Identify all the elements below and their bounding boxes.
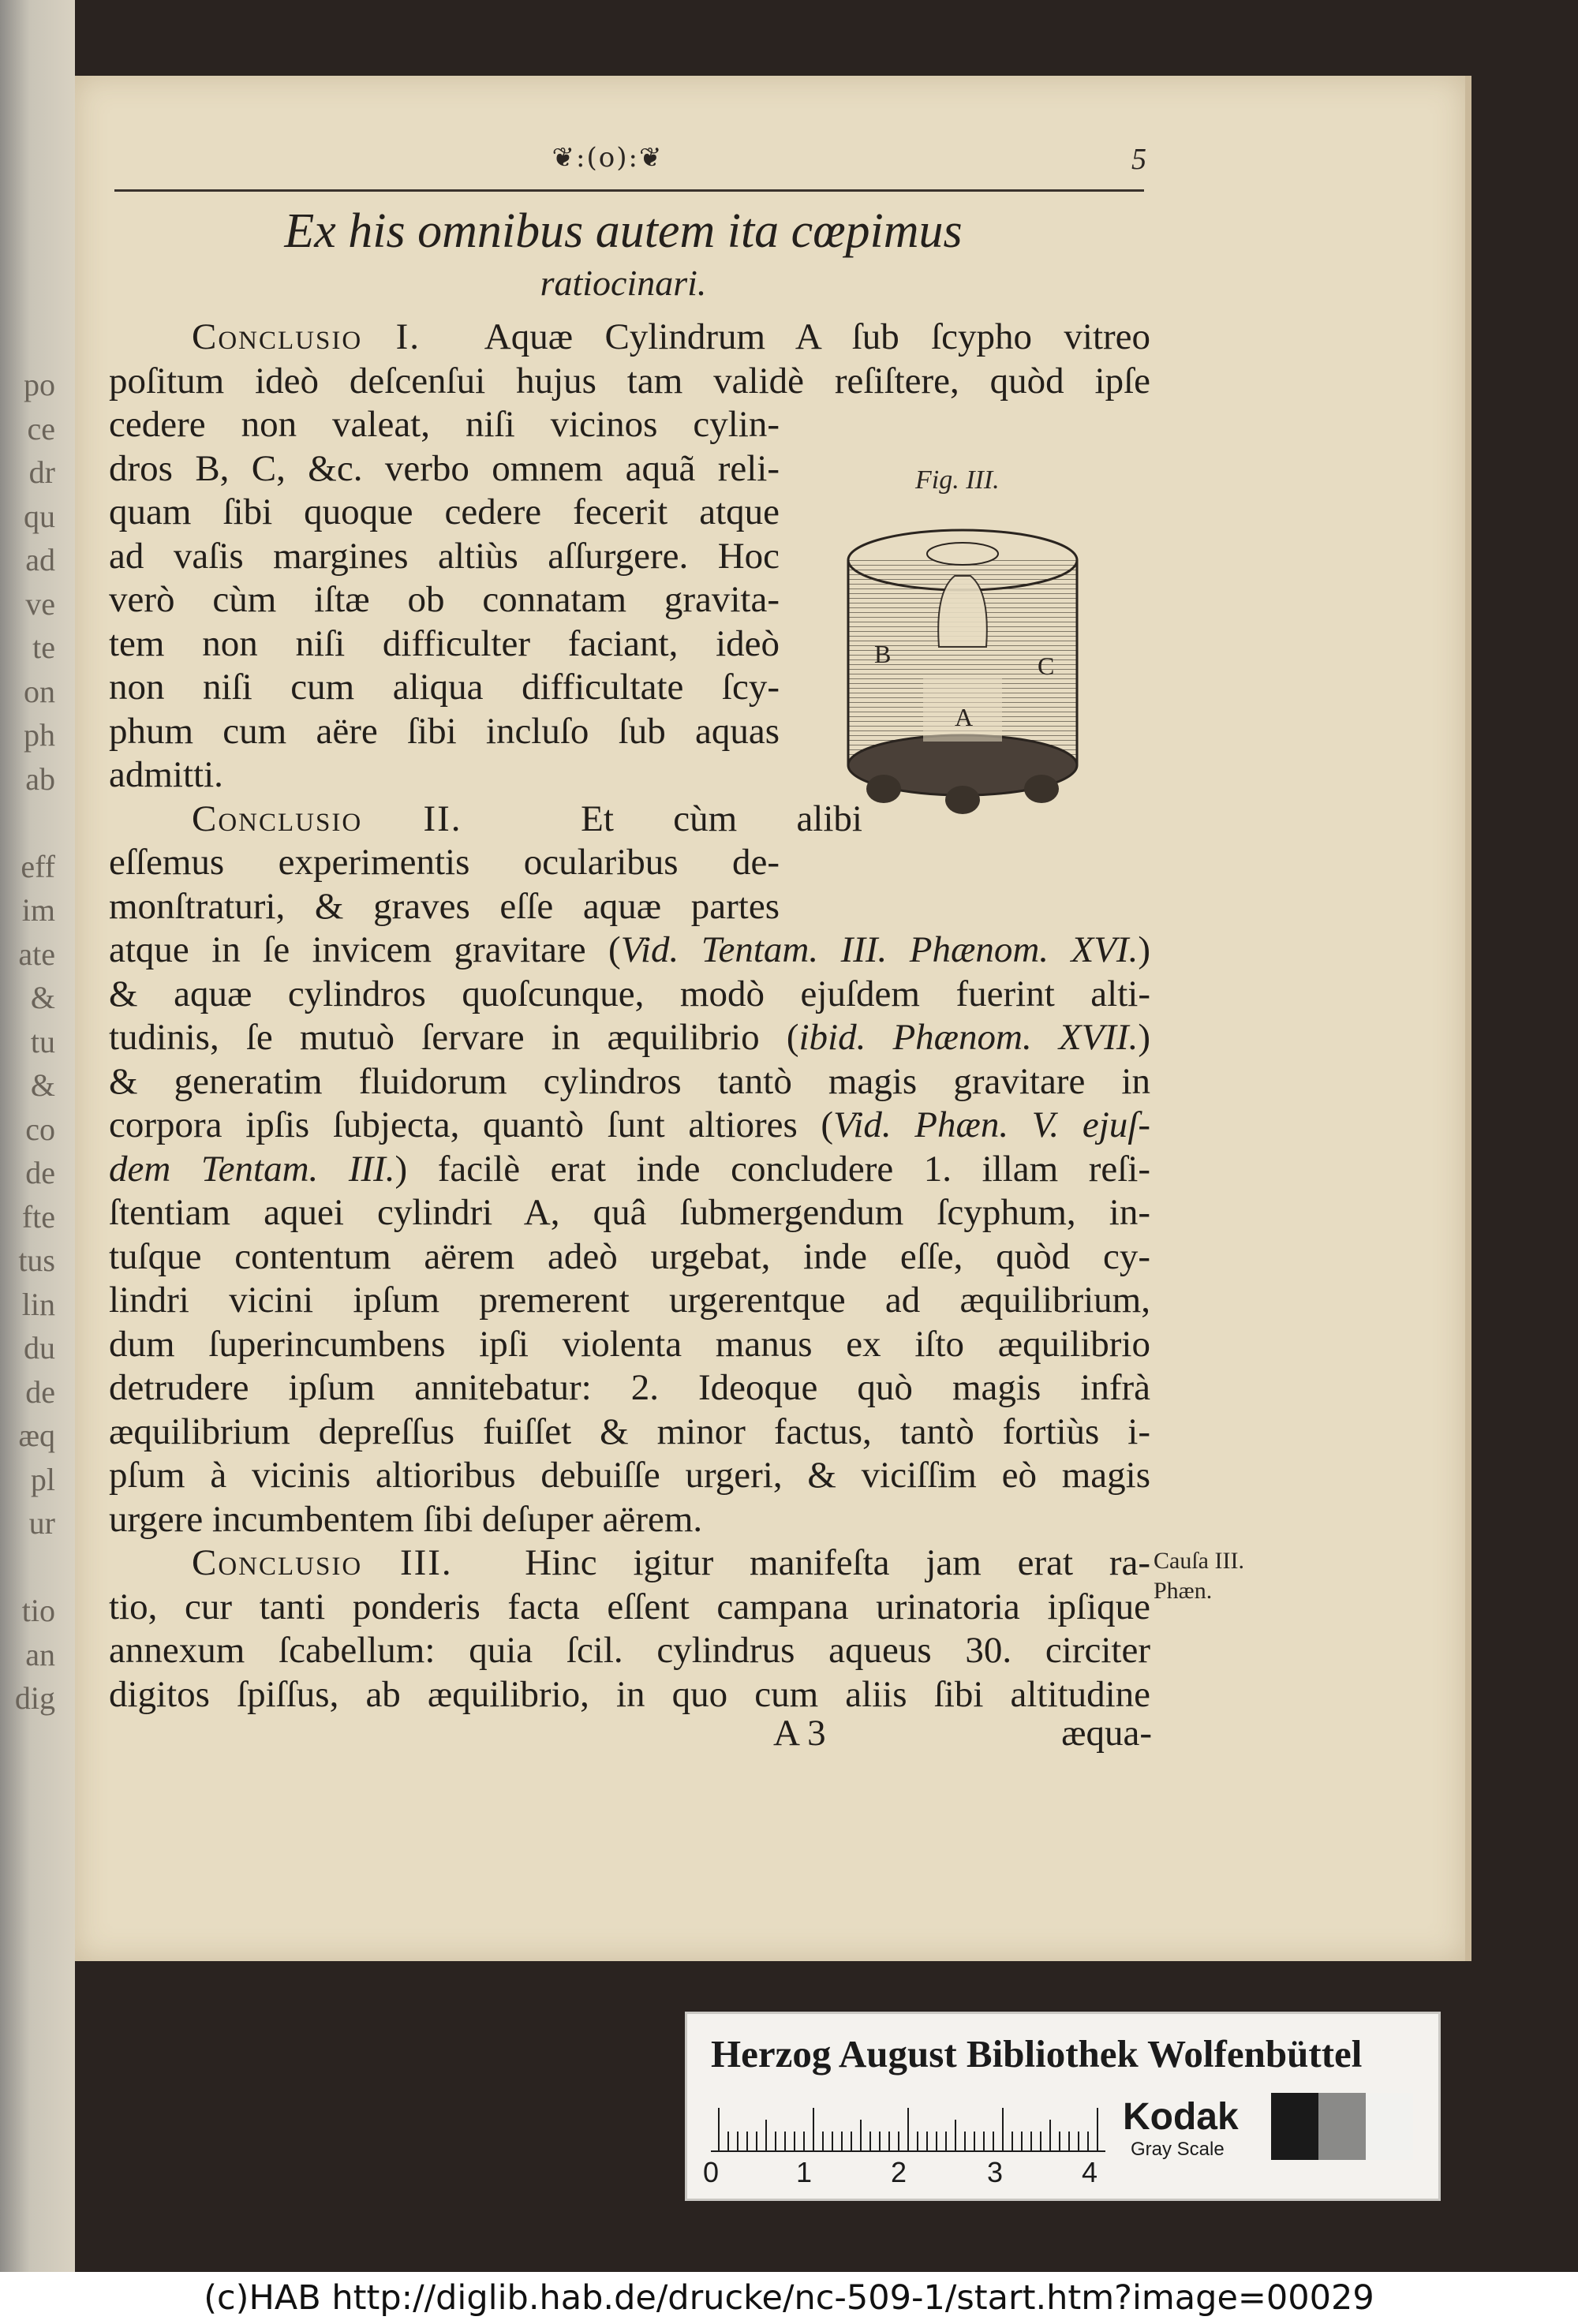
text-line: lindri vicini ipſum premerent urgerentque ad æquilibrium, bbox=[109, 1280, 1150, 1321]
text-line: tio, cur tanti ponderis facta eſſent campana urinatoria ipſique bbox=[109, 1586, 1150, 1627]
ruler-number: 0 bbox=[703, 2156, 720, 2188]
facing-page-fragment: du bbox=[24, 1330, 55, 1366]
catchword: æqua- bbox=[1061, 1713, 1152, 1754]
facing-page-fragment: te bbox=[32, 630, 55, 665]
facing-page-fragment bbox=[0, 801, 55, 845]
text-span: Et cùm alibi bbox=[581, 798, 862, 839]
text-span: Aquæ Cylindrum A ſub ſcypho vitreo bbox=[484, 316, 1151, 357]
text-line: phum cum aëre ſibi incluſo ſub aquas bbox=[109, 710, 780, 752]
facing-page-fragment: ab bbox=[25, 760, 55, 797]
gray-swatch-mid bbox=[1318, 2093, 1366, 2160]
reference-citation: Vid. Phæn. V. ejuſ- bbox=[833, 1104, 1150, 1145]
facing-page-fragment: an bbox=[25, 1636, 55, 1672]
facing-page-fragment: eff bbox=[21, 848, 55, 884]
facing-page-fragment: lin bbox=[21, 1286, 55, 1322]
text-span: corpora ipſis ſubjecta, quantò ſunt altiores ( bbox=[109, 1104, 834, 1145]
reference-citation: Vid. Tentam. III. Phænom. XVI. bbox=[620, 929, 1139, 970]
margin-note bbox=[1154, 1546, 1244, 1606]
facing-page-fragment: ce bbox=[27, 410, 55, 446]
text-line: poſitum ideò deſcenſui hujus tam validè reſiſtere, quòd ipſe bbox=[109, 360, 1150, 402]
text-line bbox=[109, 1148, 1150, 1192]
ruler-scale bbox=[711, 2093, 1121, 2152]
facing-page-fragment: tus bbox=[18, 1242, 55, 1278]
text-line bbox=[109, 928, 1150, 973]
figure-letter-c: C bbox=[1038, 652, 1055, 680]
text-line: dros B, C, &c. verbo omnem aquã reli- bbox=[109, 447, 780, 489]
conclusio-1-heading: Conclusio I. bbox=[192, 316, 421, 357]
text-line bbox=[109, 1541, 1150, 1586]
text-line: admitti. bbox=[109, 754, 223, 795]
heading-line-1: Ex his omnibus autem ita cœpimus bbox=[284, 204, 963, 258]
text-line bbox=[109, 1104, 1150, 1148]
ruler-number: 1 bbox=[796, 2156, 813, 2188]
facing-page-fragment: co bbox=[25, 1111, 55, 1147]
text-line bbox=[109, 798, 862, 842]
gray-swatch-dark bbox=[1271, 2093, 1318, 2160]
text-line: non niſi cum aliqua difficultate ſcy- bbox=[109, 667, 780, 708]
facing-page-fragment: tio bbox=[21, 1593, 55, 1628]
text-line: quam ſibi quoque cedere fecerit atque bbox=[109, 491, 780, 532]
text-line: tem non niſi difficulter faciant, ideò bbox=[109, 622, 780, 664]
facing-page-fragment: ph bbox=[24, 717, 55, 753]
text-line: urgere incumbentem ſibi deſuper aërem. bbox=[109, 1498, 703, 1540]
facing-page-fragment: & bbox=[30, 980, 55, 1015]
header-ornament: ❦:(o):❦ bbox=[552, 142, 664, 174]
conclusio-3-heading: Conclusio III. bbox=[192, 1542, 453, 1583]
gray-scale-label: Gray Scale bbox=[1131, 2139, 1225, 2160]
reference-citation: ibid. Phænom. XVII. bbox=[798, 1017, 1139, 1058]
heading-line-2: ratiocinari. bbox=[540, 263, 707, 303]
facing-page-fragment: ate bbox=[18, 936, 55, 972]
library-name: Herzog August Bibliothek Wolfenbüttel bbox=[711, 2032, 1363, 2076]
header-rule bbox=[114, 189, 1144, 192]
text-line: ſtentiam aquei cylindri A, quâ ſubmergendum ſcyphum, in- bbox=[109, 1192, 1150, 1233]
figure-label: Fig. III. bbox=[915, 465, 1000, 495]
text-span: Hinc igitur manifeſta jam erat ra- bbox=[525, 1542, 1150, 1583]
color-calibration-card bbox=[685, 2012, 1441, 2201]
text-line: eſſemus experimentis ocularibus de- bbox=[109, 842, 780, 883]
ruler-number: 4 bbox=[1082, 2156, 1098, 2188]
facing-page-fragment: pl bbox=[30, 1461, 55, 1497]
conclusio-2-heading: Conclusio II. bbox=[192, 798, 462, 839]
text-line: monſtraturi, & graves eſſe aquæ partes bbox=[109, 885, 780, 927]
margin-note-line-1: Cauſa III. bbox=[1154, 1548, 1244, 1574]
text-line: æquilibrium depreſſus fuiſſet & minor factus, tantò fortiùs i- bbox=[109, 1410, 1150, 1452]
page-number: 5 bbox=[1131, 143, 1146, 176]
text-span: ) bbox=[1138, 1017, 1150, 1058]
facing-page-fragment: fte bbox=[21, 1198, 55, 1235]
text-line: & generatim fluidorum cylindros tantò magis gravitare in bbox=[109, 1060, 1150, 1102]
ruler-number: 3 bbox=[987, 2156, 1004, 2188]
facing-page-fragment: æq bbox=[18, 1418, 55, 1453]
section-heading bbox=[110, 201, 1136, 305]
text-line: ad vaſis margines altiùs aſſurgere. Hoc bbox=[109, 535, 780, 577]
body-text bbox=[109, 316, 1150, 1717]
facing-page-fragment: qu bbox=[24, 498, 55, 534]
facing-page-fragment: po bbox=[24, 367, 55, 402]
facing-page-fragment bbox=[0, 1545, 55, 1590]
text-span: atque in ſe invicem gravitare ( bbox=[109, 929, 621, 970]
figure-letter-b: B bbox=[874, 640, 892, 668]
facing-page-fragment: de bbox=[25, 1155, 55, 1190]
text-span: ) bbox=[1138, 929, 1150, 970]
ruler-numbers bbox=[703, 2156, 1113, 2188]
facing-page-fragment: ur bbox=[28, 1505, 55, 1541]
text-line: digitos ſpiſſus, ab æquilibrio, in quo cum aliis ſibi altitudine bbox=[109, 1673, 1150, 1715]
text-line: annexum ſcabellum: quia ſcil. cylindrus aqueus 30. circiter bbox=[109, 1630, 1150, 1671]
page-edge bbox=[1465, 76, 1471, 1961]
facing-page-fragment: on bbox=[24, 673, 55, 709]
footer-credit: (c)HAB http://diglib.hab.de/drucke/nc-509-1/start.htm?image=00029 bbox=[204, 2278, 1374, 2318]
text-line: & aquæ cylindros quoſcunque, modò ejuſdem fuerint alti- bbox=[109, 973, 1150, 1014]
facing-page-fragment: dr bbox=[28, 454, 55, 490]
margin-note-line-2: Phæn. bbox=[1154, 1578, 1213, 1604]
facing-page-text-edge bbox=[0, 363, 55, 1721]
text-line: detrudere ipſum annitebatur: 2. Ideoque quò magis infrà bbox=[109, 1367, 1150, 1408]
ruler-number: 2 bbox=[891, 2156, 907, 2188]
facing-page-fragment: ve bbox=[25, 585, 55, 622]
text-line: verò cùm iſtæ ob connatam gravita- bbox=[109, 579, 780, 620]
text-span: ) facilè erat inde concludere 1. illam reſi- bbox=[394, 1148, 1150, 1190]
text-line: tuſque contentum aërem adeò urgebat, inde eſſe, quòd cy- bbox=[109, 1235, 1150, 1277]
signature-mark: A 3 bbox=[773, 1713, 826, 1754]
facing-page-fragment: de bbox=[25, 1373, 55, 1410]
reference-citation: dem Tentam. III. bbox=[109, 1148, 395, 1190]
text-line: cedere non valeat, niſi vicinos cylin- bbox=[109, 404, 780, 445]
facing-page-fragment: tu bbox=[30, 1023, 55, 1059]
text-line: dum ſuperincumbens ipſi violenta manus ex iſto æquilibrio bbox=[109, 1323, 1150, 1365]
figure-letter-a: A bbox=[955, 703, 974, 731]
facing-page-fragment: & bbox=[30, 1067, 55, 1103]
facing-page-fragment: dig bbox=[14, 1680, 55, 1716]
facing-page-fragment: ad bbox=[25, 542, 55, 577]
text-line bbox=[109, 1016, 1150, 1060]
gray-swatch-light bbox=[1366, 2093, 1413, 2160]
text-line: pſum à vicinis altioribus debuiſſe urgeri, & viciſſim eò magis bbox=[109, 1455, 1150, 1496]
text-line bbox=[109, 316, 1150, 360]
kodak-logo: Kodak bbox=[1123, 2096, 1239, 2138]
facing-page-fragment: im bbox=[21, 892, 55, 928]
text-span: tudinis, ſe mutuò ſervare in æquilibrio ( bbox=[109, 1017, 799, 1058]
